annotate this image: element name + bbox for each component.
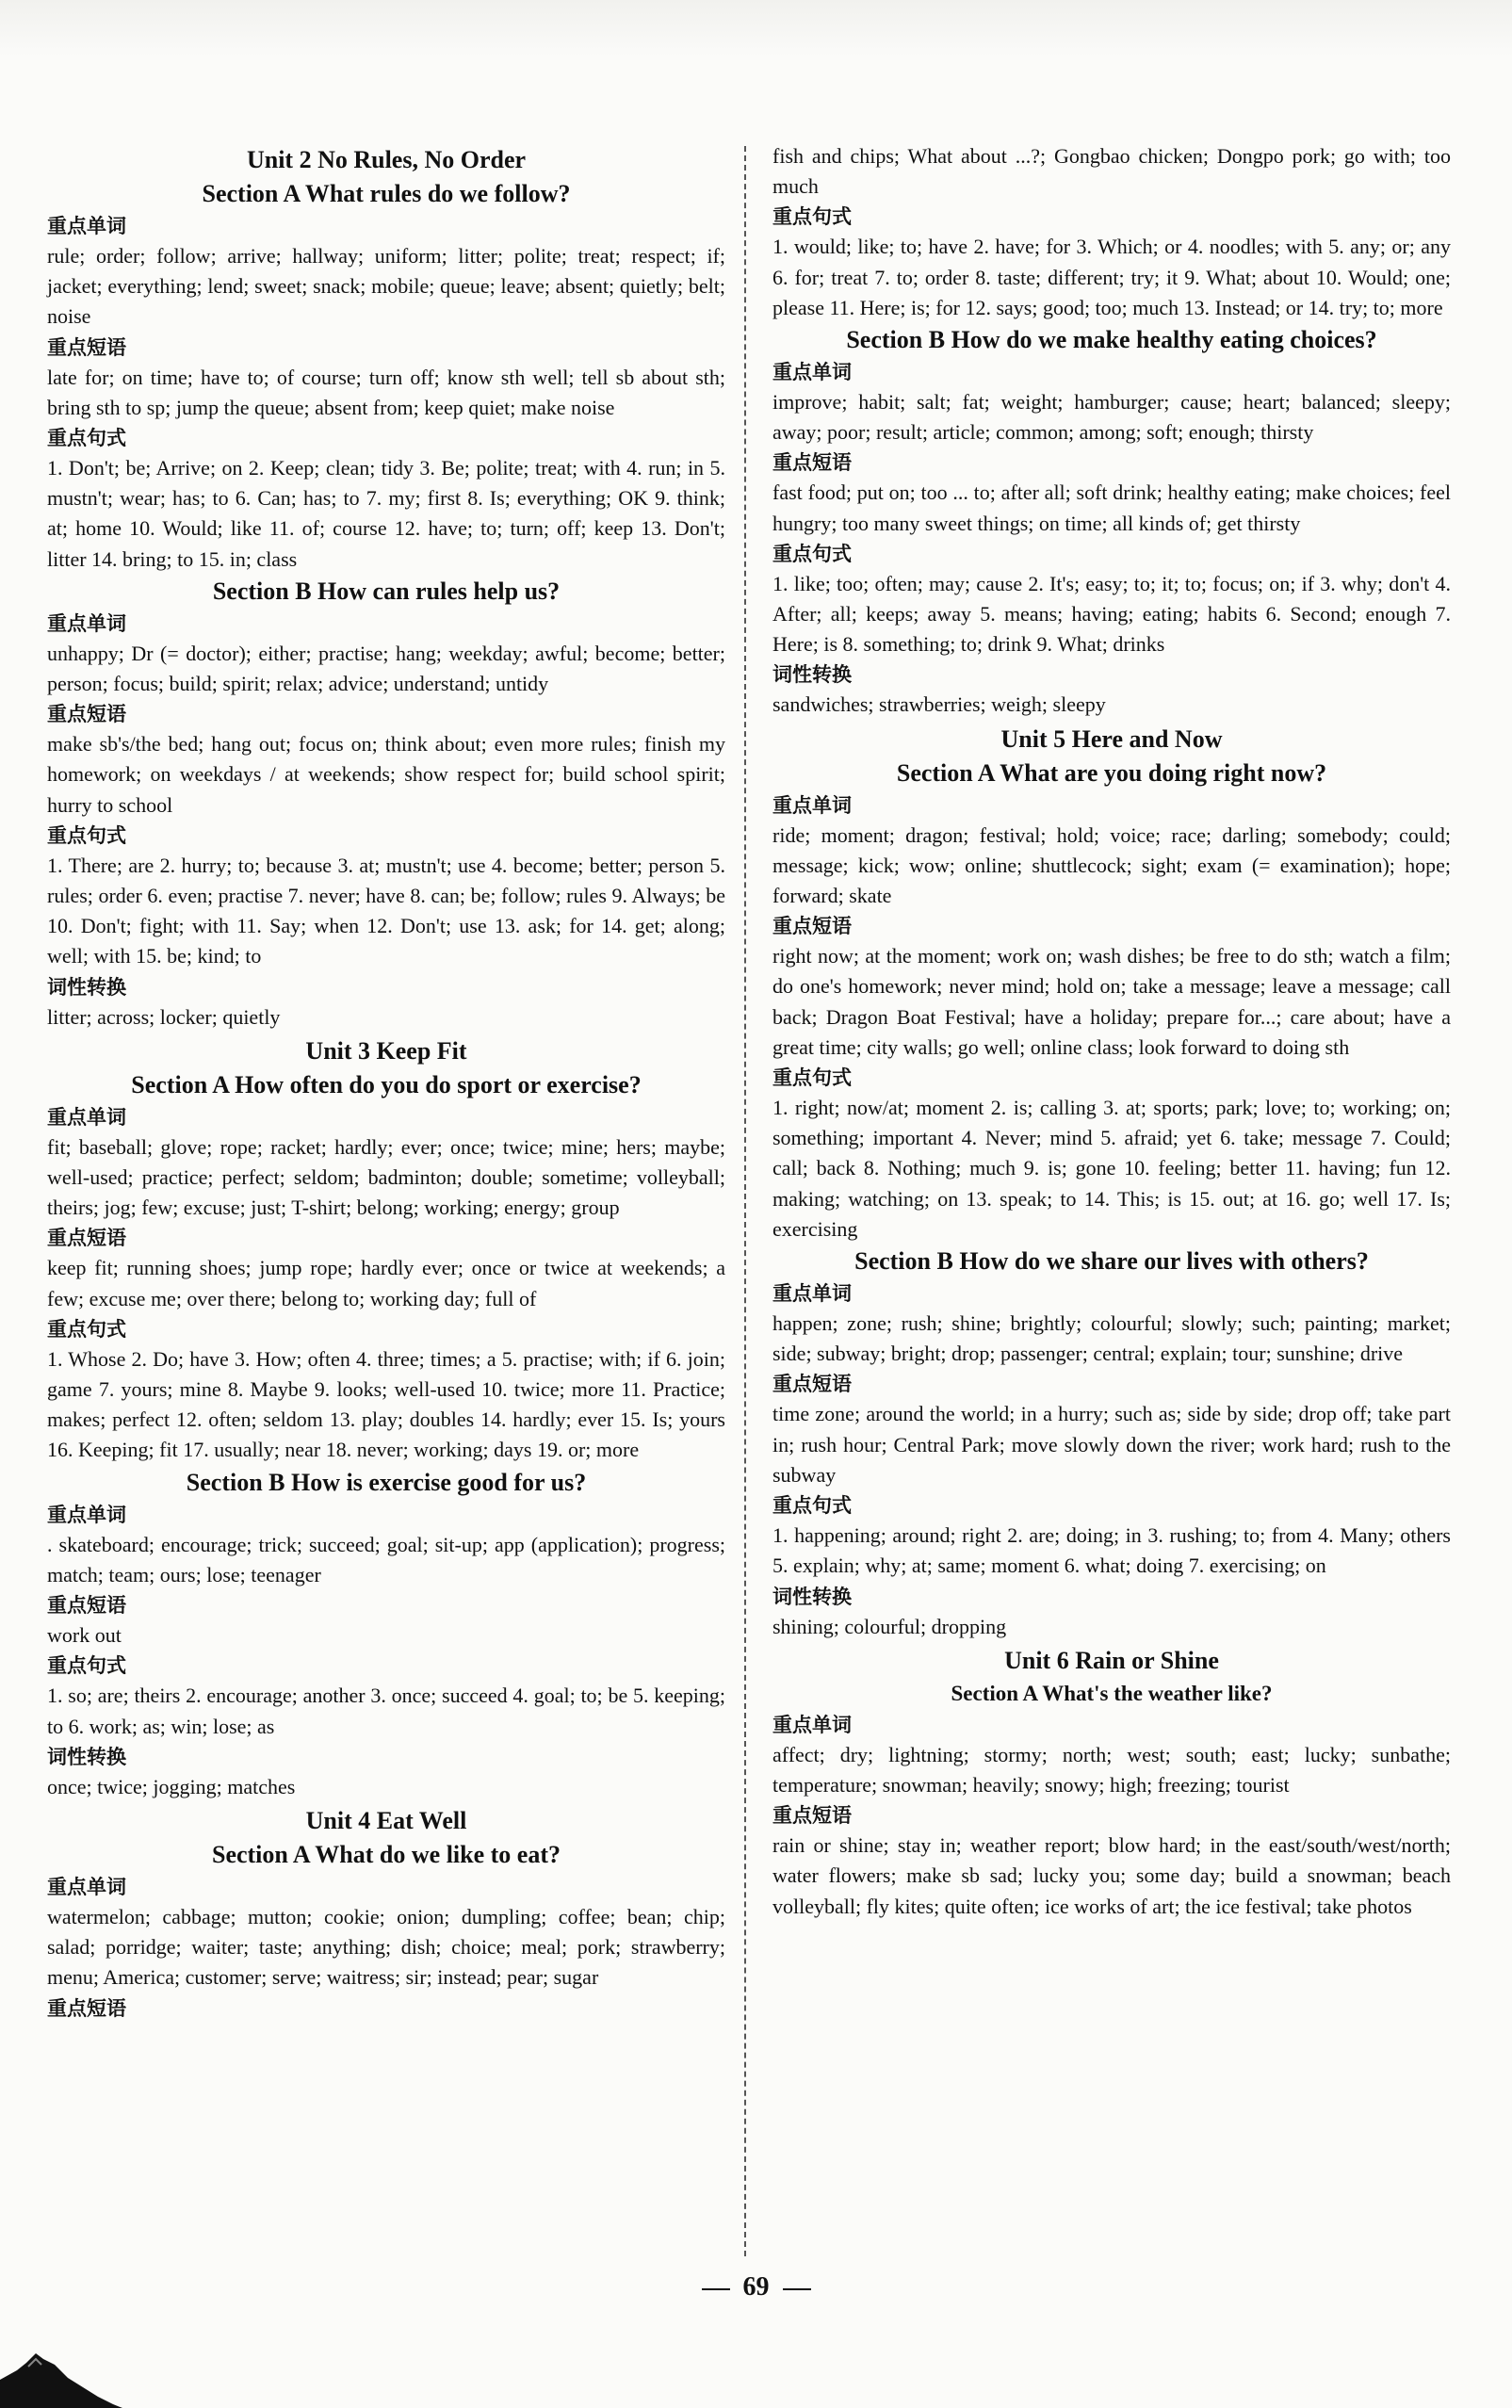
left-section-heading-8: Section B How can rules help us? [212,577,561,605]
left-category-label-2: 重点单词 [47,215,126,237]
left-category-label-36: 重点单词 [47,1875,126,1898]
left-answer-text-14: 1. There; are 2. hurry; to; because 3. at; mustn't; use 4. become; better; person 5. rules; order 6. even; practise 7. never; have 8. can; be; follow; rules 9. Always; be 10. Don't; fight; with 11. Say; when 12. Don't; use 13. ask; for 14. get; along; well; with 15. be; kind; to [47,853,725,968]
right-answer-text-9: 1. like; too; often; may; cause 2. It's; easy; to; it; to; focus; on; if 3. why; don't 4. After; all; keeps; away 5. means; having; eating; habits 6. Second; enough 7. Here; is 8. something; to; drink 9. What; drinks [772,571,1451,657]
left-section-heading-35: Section A What do we like to eat? [211,1840,561,1868]
right-answer-text-15: ride; moment; dragon; festival; hold; voice; race; darling; somebody; could; message; kick; wow; online; shuttlecock; sight; exam (= examination); hope; forward; skate [772,822,1451,908]
left-answer-text-22: keep fit; running shoes; jump rope; hardly ever; once or twice at weekends; a few; excuse me; over there; belong to; working day; full of [47,1256,725,1310]
right-category-label-6: 重点短语 [772,451,852,475]
right-answer-text-0: fish and chips; What about ...?; Gongbao chicken; Dongpo pork; go with; too much [772,144,1451,199]
left-answer-text-20: fit; baseball; glove; rope; racket; hardly; ever; once; twice; mine; hers; maybe; well-used; practice; perfect; seldom; badminton; double; sometime; volleyball; theirs; jog; few; excuse; just; T-shirt; belong; working; energy; group [47,1134,725,1220]
left-answer-text-24: 1. Whose 2. Do; have 3. How; often 4. three; times; a 5. practise; with; if 6. join; game 7. yours; mine 8. Maybe 9. looks; well-used 10. twice; more 11. Practice; makes; perfect 12. often; seldom 13. play; doubles 14. hardly; ever 15. Is; yours 16. Keeping; fit 17. usually; near 18. never; working; days 19. or; more [47,1346,725,1462]
right-answer-text-34: rain or shine; stay in; weather report; blow hard; in the east/south/west/north; water flowers; make sb sad; lucky you; some day; build a snowman; beach volleyball; fly kites; quite often; ice works of art; the ice festival; take photos [772,1833,1451,1918]
right-category-label-21: 重点单词 [772,1282,852,1306]
right-category-label-8: 重点句式 [772,542,852,565]
right-answer-text-28: shining; colourful; dropping [772,1614,1007,1638]
left-answer-text-12: make sb's/the bed; hang out; focus on; think about; even more rules; finish my homework; on weekdays / at weekends; show respect for; build school spirit; hurry to school [47,732,725,817]
footer-dash-left [702,2288,730,2290]
left-category-label-32: 词性转换 [47,1745,126,1768]
right-answer-text-5: improve; habit; salt; fat; weight; hamburger; cause; heart; balanced; sleepy; away; poor; result; article; common; among; soft; enough; thirsty [772,390,1451,445]
right-section-heading-30: Section A What's the weather like? [951,1681,1273,1705]
left-section-heading-1: Section A What rules do we follow? [202,180,571,207]
right-column [772,141,1451,1922]
right-answer-text-19: 1. right; now/at; moment 2. is; calling 3. at; sports; park; love; to; working; on; something; important 4. Never; mind 5. afraid; yet 6. take; message 7. Could; call; back 8. Nothing; much 9. is; gone 10. feeling; better 11. having; fun 12. making; watching; on 13. speak; to 14. This; is 15. out; at 16. go; well 17. Is; exercising [772,1096,1451,1241]
right-category-label-16: 重点短语 [772,915,852,938]
left-answer-text-7: 1. Don't; be; Arrive; on 2. Keep; clean; tidy 3. Be; polite; treat; with 4. run; in 5. mustn't; wear; has; to 6. Can; has; to 7. my; first 8. Is; everything; OK 9. think; at; home 10. Would; like 11. of; course 12. have; to; turn; off; keep 13. Don't; litter 14. bring; to 15. in; class [47,456,725,571]
right-category-label-4: 重点单词 [772,361,852,384]
mountain-decoration-icon [0,2342,122,2408]
right-answer-text-26: 1. happening; around; right 2. are; doing; in 3. rushing; to; from 4. Many; others 5. explain; why; at; same; moment 6. what; doing 7. exercising; on [772,1523,1451,1578]
right-answer-text-11: sandwiches; strawberries; weigh; sleepy [772,692,1106,717]
page-number: 69 [742,2272,770,2302]
right-unit-heading-12: Unit 5 Here and Now [1000,724,1223,753]
left-category-label-21: 重点短语 [47,1227,126,1250]
left-category-label-19: 重点单词 [47,1105,126,1129]
left-answer-text-27: . skateboard; encourage; trick; succeed; goal; sit-up; app (application); progress; match; team; ours; lose; teenager [47,1532,725,1586]
left-answer-text-16: litter; across; locker; quietly [47,1004,281,1029]
left-category-label-6: 重点句式 [47,427,126,450]
left-category-label-4: 重点短语 [47,335,126,359]
page-number-footer [0,2270,1512,2304]
left-answer-text-37: watermelon; cabbage; mutton; cookie; onion; dumpling; coffee; bean; chip; salad; porridge; waiter; taste; anything; dish; choice; meal; pork; strawberry; menu; America; customer; serve; waitress; sir; instead; pear; sugar [47,1904,725,1990]
right-category-label-31: 重点单词 [772,1713,852,1736]
left-category-label-28: 重点短语 [47,1594,126,1618]
right-category-label-25: 重点句式 [772,1494,852,1518]
right-answer-text-7: fast food; put on; too ... to; after all; soft drink; healthy eating; make choices; feel hungry; too many sweet things; on time; all kinds of; get thirsty [772,480,1451,535]
left-column [47,141,725,2024]
column-divider [744,146,746,2256]
left-answer-text-33: once; twice; jogging; matches [47,1774,296,1798]
right-category-label-27: 词性转换 [772,1585,852,1608]
right-category-label-18: 重点句式 [772,1066,852,1090]
top-shadow-strip [0,0,1512,57]
left-answer-text-10: unhappy; Dr (= doctor); either; practise; hang; weekday; awful; become; better; person; focus; build; spirit; relax; advice; understand; untidy [47,641,725,696]
footer-dash-right [783,2288,811,2290]
left-answer-text-3: rule; order; follow; arrive; hallway; uniform; litter; polite; treat; respect; if; jacket; everything; lend; sweet; snack; mobile; queue; leave; absent; quietly; belt; noise [47,244,725,329]
left-unit-heading-34: Unit 4 Eat Well [305,1806,467,1834]
right-unit-heading-29: Unit 6 Rain or Shine [1004,1646,1219,1674]
left-answer-text-29: work out [47,1623,122,1648]
right-answer-text-22: happen; zone; rush; shine; brightly; colourful; slowly; such; painting; market; side; subway; bright; drop; passenger; central; explain; tour; sunshine; drive [772,1311,1451,1366]
left-section-heading-25: Section B How is exercise good for us? [186,1468,587,1496]
right-answer-text-24: time zone; around the world; in a hurry; such as; side by side; drop off; take part in; rush hour; Central Park; move slowly down the river; work hard; rush to the subway [772,1402,1451,1487]
right-answer-text-2: 1. would; like; to; have 2. have; for 3. Which; or 4. noodles; with 5. any; or; any 6. for; treat 7. to; order 8. taste; different; try; it 9. What; about 10. Would; one; please 11. Here; is; for 12. says; good; too; much 13. Instead; or 14. try; to; more [772,235,1451,319]
left-category-label-15: 词性转换 [47,975,126,999]
right-category-label-1: 重点句式 [772,205,852,229]
right-category-label-23: 重点短语 [772,1373,852,1396]
right-category-label-14: 重点单词 [772,793,852,817]
left-unit-heading-0: Unit 2 No Rules, No Order [246,146,527,173]
left-category-label-13: 重点句式 [47,823,126,847]
left-section-heading-18: Section A How often do you do sport or exercise? [131,1070,642,1098]
left-category-label-11: 重点短语 [47,703,126,726]
right-category-label-10: 词性转换 [772,663,852,687]
right-section-heading-3: Section B How do we make healthy eating choices? [846,326,1377,354]
right-answer-text-32: affect; dry; lightning; stormy; north; west; south; east; lucky; sunbathe; temperature; snowman; heavily; snowy; high; freezing; tourist [772,1742,1451,1797]
left-category-label-38: 重点短语 [47,1996,126,2020]
left-unit-heading-17: Unit 3 Keep Fit [305,1036,467,1065]
right-section-heading-20: Section B How do we share our lives with others? [854,1247,1369,1276]
right-section-heading-13: Section A What are you doing right now? [896,758,1327,787]
right-answer-text-17: right now; at the moment; work on; wash dishes; be free to do sth; watch a film; do one's homework; never mind; hold on; take a message; leave a message; call back; Dragon Boat Festival; have a holiday; prepare for...; care about; have a great time; city walls; go well; online class; look forward to doing sth [772,944,1451,1059]
left-category-label-9: 重点单词 [47,611,126,635]
right-category-label-33: 重点短语 [772,1804,852,1828]
left-answer-text-31: 1. so; are; theirs 2. encourage; another 3. once; succeed 4. goal; to; be 5. keeping; to 6. work; as; win; lose; as [47,1684,725,1738]
left-category-label-30: 重点句式 [47,1654,126,1678]
left-category-label-23: 重点句式 [47,1317,126,1341]
left-category-label-26: 重点单词 [47,1503,126,1526]
left-answer-text-5: late for; on time; have to; of course; turn off; know sth well; tell sb about sth; bring sth to sp; jump the queue; absent from; keep quiet; make noise [47,365,725,419]
